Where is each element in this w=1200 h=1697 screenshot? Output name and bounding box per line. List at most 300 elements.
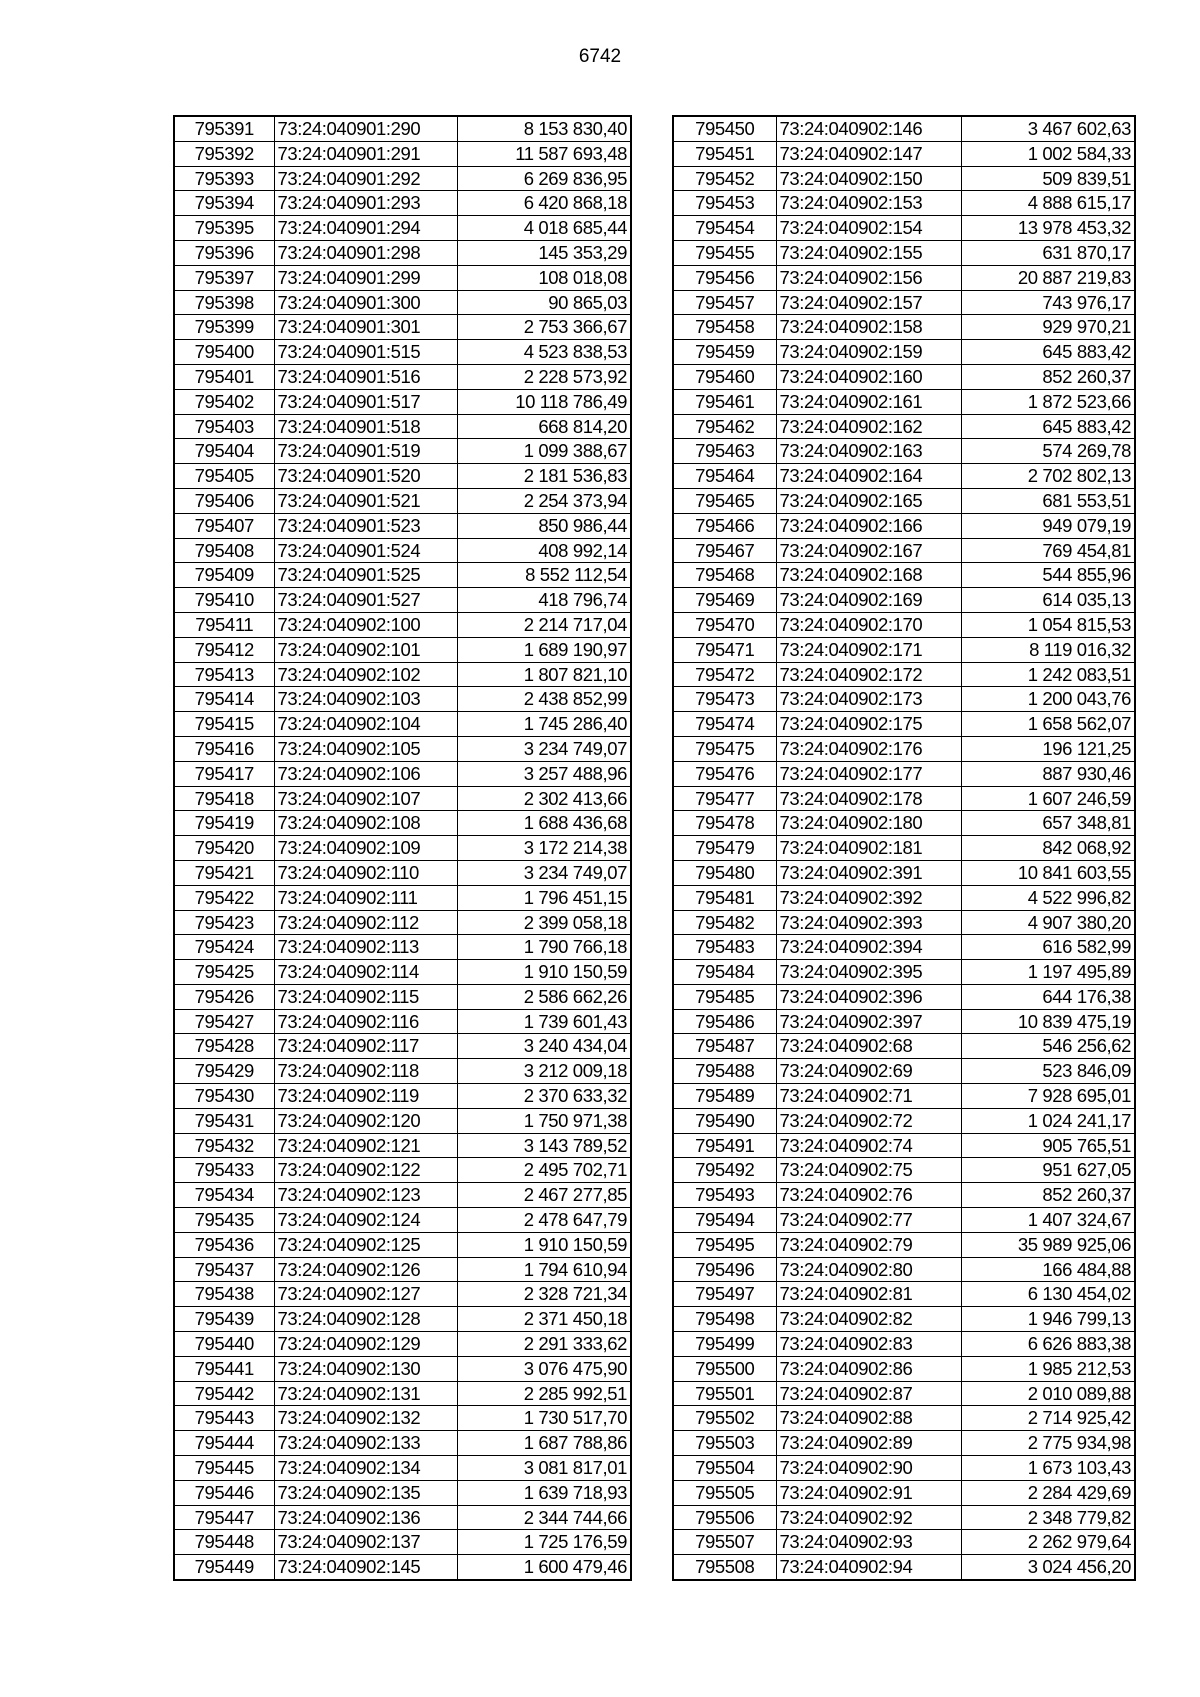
cadastral-number-cell: 73:24:040902:127 xyxy=(274,1282,457,1307)
table-row xyxy=(174,1282,631,1307)
value-cell: 2 228 573,92 xyxy=(457,364,631,389)
record-number-cell: 795414 xyxy=(174,687,274,712)
cadastral-number-cell: 73:24:040901:523 xyxy=(274,513,457,538)
value-cell: 1 790 766,18 xyxy=(457,935,631,960)
table-row xyxy=(673,1059,1135,1084)
table-row xyxy=(673,265,1135,290)
record-number-cell: 795405 xyxy=(174,464,274,489)
cadastral-number-cell: 73:24:040902:80 xyxy=(776,1257,961,1282)
record-number-cell: 795455 xyxy=(673,240,776,265)
cadastral-number-cell: 73:24:040902:134 xyxy=(274,1456,457,1481)
table-row xyxy=(174,1108,631,1133)
table-row xyxy=(174,116,631,141)
value-cell: 6 420 868,18 xyxy=(457,191,631,216)
cadastral-number-cell: 73:24:040902:91 xyxy=(776,1480,961,1505)
record-number-cell: 795446 xyxy=(174,1480,274,1505)
table-row xyxy=(174,1307,631,1332)
cadastral-number-cell: 73:24:040902:133 xyxy=(274,1431,457,1456)
value-cell: 1 739 601,43 xyxy=(457,1009,631,1034)
record-number-cell: 795506 xyxy=(673,1505,776,1530)
cadastral-number-cell: 73:24:040902:122 xyxy=(274,1158,457,1183)
table-row xyxy=(673,860,1135,885)
value-cell: 544 855,96 xyxy=(961,563,1135,588)
cadastral-number-cell: 73:24:040902:146 xyxy=(776,116,961,141)
table-row xyxy=(174,1431,631,1456)
value-cell: 35 989 925,06 xyxy=(961,1232,1135,1257)
value-cell: 2 399 058,18 xyxy=(457,910,631,935)
value-cell: 1 639 718,93 xyxy=(457,1480,631,1505)
table-row xyxy=(174,860,631,885)
record-number-cell: 795499 xyxy=(673,1332,776,1357)
table-row xyxy=(673,960,1135,985)
value-cell: 4 888 615,17 xyxy=(961,191,1135,216)
table-row xyxy=(673,1108,1135,1133)
record-number-cell: 795460 xyxy=(673,364,776,389)
value-cell: 1 600 479,46 xyxy=(457,1555,631,1580)
value-cell: 743 976,17 xyxy=(961,290,1135,315)
value-cell: 10 118 786,49 xyxy=(457,389,631,414)
cadastral-number-cell: 73:24:040902:132 xyxy=(274,1406,457,1431)
table-row xyxy=(174,1456,631,1481)
cadastral-number-cell: 73:24:040902:76 xyxy=(776,1183,961,1208)
cadastral-number-cell: 73:24:040902:178 xyxy=(776,786,961,811)
table-row xyxy=(174,488,631,513)
record-number-cell: 795437 xyxy=(174,1257,274,1282)
cadastral-number-cell: 73:24:040902:159 xyxy=(776,340,961,365)
value-cell: 1 794 610,94 xyxy=(457,1257,631,1282)
table-row xyxy=(673,687,1135,712)
cadastral-number-cell: 73:24:040902:395 xyxy=(776,960,961,985)
table-row xyxy=(174,1232,631,1257)
value-cell: 1 658 562,07 xyxy=(961,712,1135,737)
record-number-cell: 795478 xyxy=(673,811,776,836)
cadastral-number-cell: 73:24:040902:74 xyxy=(776,1133,961,1158)
value-cell: 1 910 150,59 xyxy=(457,960,631,985)
record-number-cell: 795487 xyxy=(673,1034,776,1059)
cadastral-number-cell: 73:24:040902:154 xyxy=(776,216,961,241)
cadastral-number-cell: 73:24:040901:527 xyxy=(274,588,457,613)
cadastral-number-cell: 73:24:040902:145 xyxy=(274,1555,457,1580)
table-row xyxy=(673,786,1135,811)
table-row xyxy=(673,662,1135,687)
record-number-cell: 795448 xyxy=(174,1530,274,1555)
table-row xyxy=(174,1133,631,1158)
table-row xyxy=(174,836,631,861)
table-row xyxy=(673,1480,1135,1505)
record-number-cell: 795408 xyxy=(174,538,274,563)
value-cell: 1 002 584,33 xyxy=(961,141,1135,166)
record-number-cell: 795445 xyxy=(174,1456,274,1481)
record-number-cell: 795441 xyxy=(174,1356,274,1381)
table-row xyxy=(673,885,1135,910)
data-table-right xyxy=(672,115,1136,1581)
table-row xyxy=(174,1009,631,1034)
record-number-cell: 795484 xyxy=(673,960,776,985)
value-cell: 657 348,81 xyxy=(961,811,1135,836)
table-row xyxy=(673,216,1135,241)
table-row xyxy=(673,1431,1135,1456)
record-number-cell: 795481 xyxy=(673,885,776,910)
value-cell: 4 523 838,53 xyxy=(457,340,631,365)
value-cell: 2 371 450,18 xyxy=(457,1307,631,1332)
value-cell: 951 627,05 xyxy=(961,1158,1135,1183)
table-row xyxy=(673,1381,1135,1406)
table-row xyxy=(673,712,1135,737)
cadastral-number-cell: 73:24:040902:394 xyxy=(776,935,961,960)
value-cell: 1 099 388,67 xyxy=(457,439,631,464)
record-number-cell: 795427 xyxy=(174,1009,274,1034)
cadastral-number-cell: 73:24:040902:89 xyxy=(776,1431,961,1456)
record-number-cell: 795462 xyxy=(673,414,776,439)
value-cell: 546 256,62 xyxy=(961,1034,1135,1059)
value-cell: 3 234 749,07 xyxy=(457,860,631,885)
cadastral-number-cell: 73:24:040902:119 xyxy=(274,1084,457,1109)
cadastral-number-cell: 73:24:040902:120 xyxy=(274,1108,457,1133)
table-row xyxy=(673,1307,1135,1332)
table-row xyxy=(673,1009,1135,1034)
record-number-cell: 795442 xyxy=(174,1381,274,1406)
value-cell: 631 870,17 xyxy=(961,240,1135,265)
record-number-cell: 795477 xyxy=(673,786,776,811)
cadastral-number-cell: 73:24:040902:105 xyxy=(274,736,457,761)
value-cell: 2 370 633,32 xyxy=(457,1084,631,1109)
cadastral-number-cell: 73:24:040902:173 xyxy=(776,687,961,712)
cadastral-number-cell: 73:24:040902:393 xyxy=(776,910,961,935)
record-number-cell: 795471 xyxy=(673,637,776,662)
value-cell: 850 986,44 xyxy=(457,513,631,538)
record-number-cell: 795428 xyxy=(174,1034,274,1059)
cadastral-number-cell: 73:24:040902:131 xyxy=(274,1381,457,1406)
record-number-cell: 795488 xyxy=(673,1059,776,1084)
value-cell: 1 687 788,86 xyxy=(457,1431,631,1456)
table-row xyxy=(174,191,631,216)
value-cell: 1 673 103,43 xyxy=(961,1456,1135,1481)
value-cell: 842 068,92 xyxy=(961,836,1135,861)
record-number-cell: 795501 xyxy=(673,1381,776,1406)
value-cell: 614 035,13 xyxy=(961,588,1135,613)
cadastral-number-cell: 73:24:040901:518 xyxy=(274,414,457,439)
value-cell: 1 024 241,17 xyxy=(961,1108,1135,1133)
value-cell: 1 730 517,70 xyxy=(457,1406,631,1431)
record-number-cell: 795412 xyxy=(174,637,274,662)
record-number-cell: 795451 xyxy=(673,141,776,166)
value-cell: 196 121,25 xyxy=(961,736,1135,761)
value-cell: 1 200 043,76 xyxy=(961,687,1135,712)
table-row xyxy=(174,637,631,662)
record-number-cell: 795394 xyxy=(174,191,274,216)
table-row xyxy=(174,389,631,414)
table-row xyxy=(174,166,631,191)
table-row xyxy=(673,364,1135,389)
table-row xyxy=(174,1158,631,1183)
record-number-cell: 795461 xyxy=(673,389,776,414)
table-row xyxy=(673,1232,1135,1257)
record-number-cell: 795468 xyxy=(673,563,776,588)
value-cell: 166 484,88 xyxy=(961,1257,1135,1282)
table-row xyxy=(673,116,1135,141)
cadastral-number-cell: 73:24:040901:299 xyxy=(274,265,457,290)
table-row xyxy=(174,1406,631,1431)
value-cell: 2 328 721,34 xyxy=(457,1282,631,1307)
cadastral-number-cell: 73:24:040901:294 xyxy=(274,216,457,241)
record-number-cell: 795504 xyxy=(673,1456,776,1481)
record-number-cell: 795393 xyxy=(174,166,274,191)
cadastral-number-cell: 73:24:040902:102 xyxy=(274,662,457,687)
value-cell: 2 467 277,85 xyxy=(457,1183,631,1208)
record-number-cell: 795491 xyxy=(673,1133,776,1158)
cadastral-number-cell: 73:24:040902:93 xyxy=(776,1530,961,1555)
cadastral-number-cell: 73:24:040902:166 xyxy=(776,513,961,538)
cadastral-number-cell: 73:24:040902:109 xyxy=(274,836,457,861)
value-cell: 2 181 536,83 xyxy=(457,464,631,489)
table-row xyxy=(673,1183,1135,1208)
cadastral-number-cell: 73:24:040902:77 xyxy=(776,1208,961,1233)
cadastral-number-cell: 73:24:040902:126 xyxy=(274,1257,457,1282)
record-number-cell: 795433 xyxy=(174,1158,274,1183)
table-row xyxy=(174,141,631,166)
cadastral-number-cell: 73:24:040902:172 xyxy=(776,662,961,687)
record-number-cell: 795447 xyxy=(174,1505,274,1530)
record-number-cell: 795397 xyxy=(174,265,274,290)
table-row xyxy=(673,1356,1135,1381)
table-row xyxy=(174,935,631,960)
table-row xyxy=(174,364,631,389)
record-number-cell: 795413 xyxy=(174,662,274,687)
value-cell: 2 262 979,64 xyxy=(961,1530,1135,1555)
value-cell: 2 302 413,66 xyxy=(457,786,631,811)
record-number-cell: 795406 xyxy=(174,488,274,513)
table-row xyxy=(673,1555,1135,1580)
table-row xyxy=(174,612,631,637)
cadastral-number-cell: 73:24:040902:79 xyxy=(776,1232,961,1257)
value-cell: 6 269 836,95 xyxy=(457,166,631,191)
cadastral-number-cell: 73:24:040902:113 xyxy=(274,935,457,960)
table-row xyxy=(673,1332,1135,1357)
record-number-cell: 795403 xyxy=(174,414,274,439)
table-row xyxy=(673,1084,1135,1109)
value-cell: 20 887 219,83 xyxy=(961,265,1135,290)
table-row xyxy=(174,1059,631,1084)
table-row xyxy=(673,141,1135,166)
cadastral-number-cell: 73:24:040902:111 xyxy=(274,885,457,910)
cadastral-number-cell: 73:24:040902:114 xyxy=(274,960,457,985)
value-cell: 2 285 992,51 xyxy=(457,1381,631,1406)
table-row xyxy=(673,612,1135,637)
cadastral-number-cell: 73:24:040902:124 xyxy=(274,1208,457,1233)
table-row xyxy=(174,464,631,489)
table-row xyxy=(673,340,1135,365)
record-number-cell: 795465 xyxy=(673,488,776,513)
cadastral-number-cell: 73:24:040902:104 xyxy=(274,712,457,737)
value-cell: 2 284 429,69 xyxy=(961,1480,1135,1505)
record-number-cell: 795424 xyxy=(174,935,274,960)
record-number-cell: 795454 xyxy=(673,216,776,241)
value-cell: 2 775 934,98 xyxy=(961,1431,1135,1456)
record-number-cell: 795467 xyxy=(673,538,776,563)
record-number-cell: 795420 xyxy=(174,836,274,861)
record-number-cell: 795416 xyxy=(174,736,274,761)
cadastral-number-cell: 73:24:040902:157 xyxy=(776,290,961,315)
cadastral-number-cell: 73:24:040902:75 xyxy=(776,1158,961,1183)
cadastral-number-cell: 73:24:040902:100 xyxy=(274,612,457,637)
record-number-cell: 795439 xyxy=(174,1307,274,1332)
record-number-cell: 795432 xyxy=(174,1133,274,1158)
record-number-cell: 795464 xyxy=(673,464,776,489)
cadastral-number-cell: 73:24:040902:110 xyxy=(274,860,457,885)
table-row xyxy=(174,761,631,786)
value-cell: 1 872 523,66 xyxy=(961,389,1135,414)
table-row xyxy=(174,265,631,290)
cadastral-number-cell: 73:24:040902:112 xyxy=(274,910,457,935)
cadastral-number-cell: 73:24:040902:160 xyxy=(776,364,961,389)
record-number-cell: 795502 xyxy=(673,1406,776,1431)
table-row xyxy=(174,588,631,613)
value-cell: 4 018 685,44 xyxy=(457,216,631,241)
value-cell: 645 883,42 xyxy=(961,340,1135,365)
table-row xyxy=(673,240,1135,265)
cadastral-number-cell: 73:24:040902:81 xyxy=(776,1282,961,1307)
record-number-cell: 795482 xyxy=(673,910,776,935)
cadastral-number-cell: 73:24:040902:130 xyxy=(274,1356,457,1381)
record-number-cell: 795490 xyxy=(673,1108,776,1133)
cadastral-number-cell: 73:24:040902:177 xyxy=(776,761,961,786)
table-row xyxy=(673,513,1135,538)
data-table-left xyxy=(173,115,632,1581)
cadastral-number-cell: 73:24:040902:115 xyxy=(274,984,457,1009)
value-cell: 90 865,03 xyxy=(457,290,631,315)
record-number-cell: 795486 xyxy=(673,1009,776,1034)
record-number-cell: 795485 xyxy=(673,984,776,1009)
cadastral-number-cell: 73:24:040901:290 xyxy=(274,116,457,141)
cadastral-number-cell: 73:24:040902:101 xyxy=(274,637,457,662)
table-row xyxy=(174,1332,631,1357)
value-cell: 3 234 749,07 xyxy=(457,736,631,761)
value-cell: 2 586 662,26 xyxy=(457,984,631,1009)
cadastral-number-cell: 73:24:040902:136 xyxy=(274,1505,457,1530)
value-cell: 1 407 324,67 xyxy=(961,1208,1135,1233)
record-number-cell: 795473 xyxy=(673,687,776,712)
cadastral-number-cell: 73:24:040902:108 xyxy=(274,811,457,836)
cadastral-number-cell: 73:24:040902:176 xyxy=(776,736,961,761)
cadastral-number-cell: 73:24:040901:516 xyxy=(274,364,457,389)
record-number-cell: 795508 xyxy=(673,1555,776,1580)
value-cell: 1 725 176,59 xyxy=(457,1530,631,1555)
record-number-cell: 795469 xyxy=(673,588,776,613)
table-row xyxy=(174,786,631,811)
table-row xyxy=(673,1530,1135,1555)
cadastral-number-cell: 73:24:040902:123 xyxy=(274,1183,457,1208)
value-cell: 1 745 286,40 xyxy=(457,712,631,737)
cadastral-number-cell: 73:24:040902:181 xyxy=(776,836,961,861)
table-row xyxy=(174,1505,631,1530)
cadastral-number-cell: 73:24:040901:298 xyxy=(274,240,457,265)
cadastral-number-cell: 73:24:040902:106 xyxy=(274,761,457,786)
table-row xyxy=(174,439,631,464)
cadastral-number-cell: 73:24:040901:524 xyxy=(274,538,457,563)
value-cell: 645 883,42 xyxy=(961,414,1135,439)
value-cell: 3 467 602,63 xyxy=(961,116,1135,141)
cadastral-number-cell: 73:24:040902:82 xyxy=(776,1307,961,1332)
record-number-cell: 795507 xyxy=(673,1530,776,1555)
table-row xyxy=(174,1034,631,1059)
cadastral-number-cell: 73:24:040902:88 xyxy=(776,1406,961,1431)
cadastral-number-cell: 73:24:040902:68 xyxy=(776,1034,961,1059)
value-cell: 3 024 456,20 xyxy=(961,1555,1135,1580)
table-row xyxy=(673,637,1135,662)
cadastral-number-cell: 73:24:040902:107 xyxy=(274,786,457,811)
value-cell: 2 254 373,94 xyxy=(457,488,631,513)
record-number-cell: 795391 xyxy=(174,116,274,141)
cadastral-number-cell: 73:24:040902:169 xyxy=(776,588,961,613)
value-cell: 2 714 925,42 xyxy=(961,1406,1135,1431)
cadastral-number-cell: 73:24:040902:180 xyxy=(776,811,961,836)
record-number-cell: 795489 xyxy=(673,1084,776,1109)
cadastral-number-cell: 73:24:040901:301 xyxy=(274,315,457,340)
table-row xyxy=(174,910,631,935)
record-number-cell: 795436 xyxy=(174,1232,274,1257)
cadastral-number-cell: 73:24:040902:117 xyxy=(274,1034,457,1059)
table-row xyxy=(174,811,631,836)
record-number-cell: 795440 xyxy=(174,1332,274,1357)
cadastral-number-cell: 73:24:040902:94 xyxy=(776,1555,961,1580)
record-number-cell: 795419 xyxy=(174,811,274,836)
value-cell: 1 750 971,38 xyxy=(457,1108,631,1133)
cadastral-number-cell: 73:24:040902:86 xyxy=(776,1356,961,1381)
cadastral-number-cell: 73:24:040902:168 xyxy=(776,563,961,588)
cadastral-number-cell: 73:24:040902:128 xyxy=(274,1307,457,1332)
cadastral-number-cell: 73:24:040902:153 xyxy=(776,191,961,216)
value-cell: 1 946 799,13 xyxy=(961,1307,1135,1332)
cadastral-number-cell: 73:24:040902:125 xyxy=(274,1232,457,1257)
cadastral-number-cell: 73:24:040901:292 xyxy=(274,166,457,191)
table-row xyxy=(174,960,631,985)
table-row xyxy=(673,315,1135,340)
table-row xyxy=(673,1034,1135,1059)
record-number-cell: 795430 xyxy=(174,1084,274,1109)
record-number-cell: 795498 xyxy=(673,1307,776,1332)
value-cell: 408 992,14 xyxy=(457,538,631,563)
cadastral-number-cell: 73:24:040902:155 xyxy=(776,240,961,265)
table-row xyxy=(673,1456,1135,1481)
cadastral-number-cell: 73:24:040902:163 xyxy=(776,439,961,464)
cadastral-number-cell: 73:24:040901:291 xyxy=(274,141,457,166)
record-number-cell: 795426 xyxy=(174,984,274,1009)
record-number-cell: 795492 xyxy=(673,1158,776,1183)
record-number-cell: 795472 xyxy=(673,662,776,687)
record-number-cell: 795503 xyxy=(673,1431,776,1456)
record-number-cell: 795399 xyxy=(174,315,274,340)
table-row xyxy=(673,1505,1135,1530)
page-number: 6742 xyxy=(578,46,622,67)
table-row xyxy=(673,811,1135,836)
record-number-cell: 795395 xyxy=(174,216,274,241)
value-cell: 11 587 693,48 xyxy=(457,141,631,166)
table-row xyxy=(673,1158,1135,1183)
record-number-cell: 795409 xyxy=(174,563,274,588)
value-cell: 3 172 214,38 xyxy=(457,836,631,861)
record-number-cell: 795421 xyxy=(174,860,274,885)
record-number-cell: 795435 xyxy=(174,1208,274,1233)
record-number-cell: 795505 xyxy=(673,1480,776,1505)
value-cell: 1 242 083,51 xyxy=(961,662,1135,687)
value-cell: 905 765,51 xyxy=(961,1133,1135,1158)
cadastral-number-cell: 73:24:040902:175 xyxy=(776,712,961,737)
table-row xyxy=(174,1183,631,1208)
record-number-cell: 795497 xyxy=(673,1282,776,1307)
cadastral-number-cell: 73:24:040902:87 xyxy=(776,1381,961,1406)
value-cell: 1 807 821,10 xyxy=(457,662,631,687)
table-row xyxy=(673,488,1135,513)
